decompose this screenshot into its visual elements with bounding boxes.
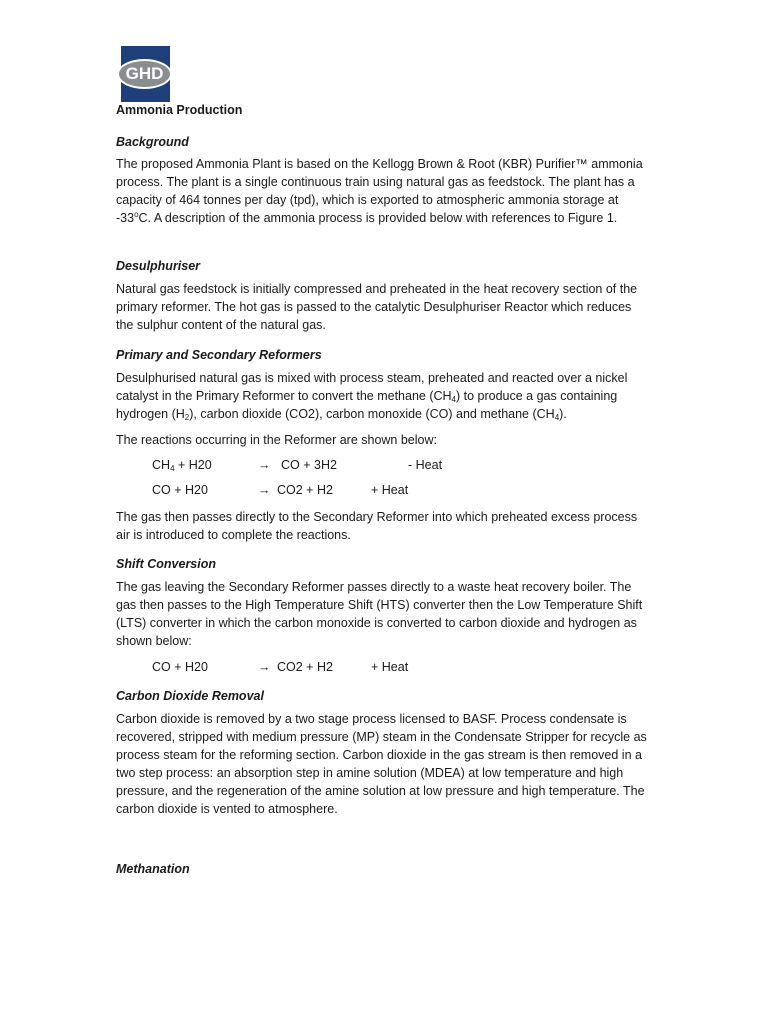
reformers-text-c: ), carbon dioxide (CO2), carbon monoxide (CO) and methane (CH bbox=[189, 407, 555, 421]
equation-1 bbox=[152, 458, 452, 476]
eq1-lhs bbox=[152, 458, 212, 472]
paragraph-shift-conversion: The gas leaving the Secondary Reformer passes directly to a waste heat recovery boiler. The gas then passes to the High Temperature Shift (HTS) converter then the Low Temperature Shift (LTS) converter in which the carbon monoxide is converted to carbon dioxide and hydrogen as shown below: bbox=[116, 580, 643, 648]
background-text: The proposed Ammonia Plant is based on the Kellogg Brown & Root (KBR) Purifier™ ammonia process. The plant is a single continuous train using natural gas as feedstock. The plant has a capacity of 464 tonnes per day (tpd), which is exported to atmospheric ammonia storage at -33 bbox=[116, 157, 643, 225]
heading-desulphuriser: Desulphuriser bbox=[116, 259, 201, 273]
eq1-rhs: CO + 3H2 bbox=[281, 458, 337, 472]
eq1-arrow: → bbox=[258, 458, 271, 472]
paragraph-secondary-reformer: The gas then passes directly to the Secondary Reformer into which preheated excess process air is introduced to complete the reactions. bbox=[116, 510, 638, 542]
background-text-end: C. A description of the ammonia process is provided below with references to Figure 1. bbox=[138, 211, 618, 225]
eq3-note: + Heat bbox=[371, 660, 409, 674]
eq1-ch: CH bbox=[152, 458, 171, 472]
heading-shift-conversion: Shift Conversion bbox=[116, 557, 217, 571]
eq3-rhs: CO2 + H2 bbox=[277, 660, 333, 674]
eq1-h20: + H20 bbox=[174, 458, 212, 472]
equation-2 bbox=[152, 483, 452, 501]
eq1-note: - Heat bbox=[408, 458, 443, 472]
eq2-arrow: → bbox=[258, 483, 271, 497]
eq2-rhs: CO2 + H2 bbox=[277, 483, 333, 497]
heading-co2-removal: Carbon Dioxide Removal bbox=[116, 689, 264, 703]
eq2-lhs: CO + H20 bbox=[152, 483, 208, 497]
ghd-logo-oval bbox=[117, 59, 172, 89]
paragraph-desulphuriser: Natural gas feedstock is initially compressed and preheated in the heat recovery section of the primary reformer. The hot gas is passed to the catalytic Desulphuriser Reactor which reduces the sulphur content of the natural gas. bbox=[116, 282, 638, 332]
paragraph-co2-removal: Carbon dioxide is removed by a two stage process licensed to BASF. Process condensate is recovered, stripped with medium pressure (MP) steam in the Condensate Stripper for recycle as process steam for the reforming section. Carbon dioxide in the gas stream is then removed in a two step process: an absorption step in amine solution (MDEA) at low temperature and high pressure, and the regeneration of the amine solution at low pressure and high temperature. The carbon dioxide is vented to atmosphere. bbox=[116, 712, 647, 816]
eq3-arrow: → bbox=[258, 660, 271, 674]
eq3-lhs: CO + H20 bbox=[152, 660, 208, 674]
reformers-text-d: ). bbox=[559, 407, 567, 421]
degree-symbol: o bbox=[134, 210, 139, 219]
ghd-logo-text: GHD bbox=[125, 64, 164, 83]
paragraph-reformers bbox=[116, 369, 652, 423]
sub-4-b: 4 bbox=[554, 413, 560, 422]
heading-reformers: Primary and Secondary Reformers bbox=[116, 348, 322, 362]
ghd-logo bbox=[121, 46, 170, 102]
reformers-text-b: ) to produce a gas containing hydrogen (H bbox=[116, 389, 618, 421]
sub-2: 2 bbox=[184, 413, 190, 422]
reformers-text-a: Desulphurised natural gas is mixed with process steam, preheated and reacted over a nickel catalyst in the Primary Reformer to convert the methane (CH bbox=[116, 371, 628, 403]
paragraph-background bbox=[116, 155, 652, 227]
paragraph-reactions-intro: The reactions occurring in the Reformer are shown below: bbox=[116, 433, 437, 447]
sub-4-a: 4 bbox=[451, 395, 456, 404]
page-title: Ammonia Production bbox=[116, 103, 243, 117]
heading-methanation: Methanation bbox=[116, 862, 190, 876]
heading-background: Background bbox=[116, 135, 189, 149]
eq1-sub4: 4 bbox=[170, 464, 175, 473]
eq2-note: + Heat bbox=[371, 483, 409, 497]
equation-3 bbox=[152, 660, 452, 678]
